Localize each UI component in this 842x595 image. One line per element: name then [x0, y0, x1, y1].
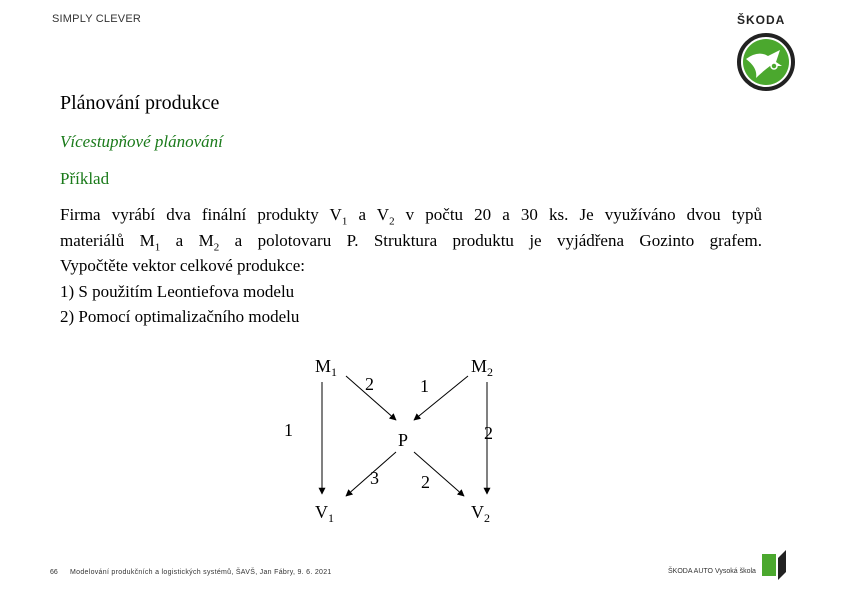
node-m1: $M_1$ — [315, 356, 338, 379]
problem-line-3: Vypočtěte vektor celkové produkce: — [60, 256, 305, 275]
slide-title: Plánování produkce — [60, 92, 220, 114]
problem-line-2: materiálů $M_1$ a $M_2$ a polotovaru P. Struktura produktu je vyjádřena Gozinto grafem. — [60, 230, 762, 253]
weight-m1-v1: 1 — [284, 420, 293, 440]
slide-subtitle: Vícestupňové plánování — [60, 132, 223, 151]
weight-m2-v2: 2 — [484, 423, 493, 443]
weight-p-v2: 2 — [421, 472, 430, 492]
footer-text: Modelování produkčních a logistických systémů, ŠAVŠ, Jan Fábry, 9. 6. 2021 — [70, 569, 332, 576]
weight-m1-p: 2 — [365, 374, 374, 394]
node-m2: $M_2$ — [471, 356, 494, 379]
weight-m2-p: 1 — [420, 376, 429, 396]
weight-p-v1: 3 — [370, 468, 379, 488]
question-1: 1) S použitím Leontiefova modelu — [60, 281, 295, 301]
node-p: P — [398, 430, 409, 450]
header-tagline: SIMPLY CLEVER — [52, 13, 142, 25]
example-label: Příklad — [60, 169, 110, 188]
school-flag-icon — [760, 550, 796, 580]
header-brand: ŠKODA — [737, 13, 786, 27]
node-v1: $V_1$ — [315, 502, 334, 525]
question-2: 2) Pomocí optimalizačního modelu — [60, 307, 300, 326]
footer-brand: ŠKODA AUTO Vysoká škola — [668, 568, 756, 575]
page-number: 66 — [50, 569, 58, 576]
node-v2: $V_2$ — [471, 502, 490, 525]
problem-line-1: Firma vyrábí dva finální produkty $V_1$ a $V_2$ v počtu 20 a 30 ks. Je využíváno dvou typů — [60, 205, 763, 228]
